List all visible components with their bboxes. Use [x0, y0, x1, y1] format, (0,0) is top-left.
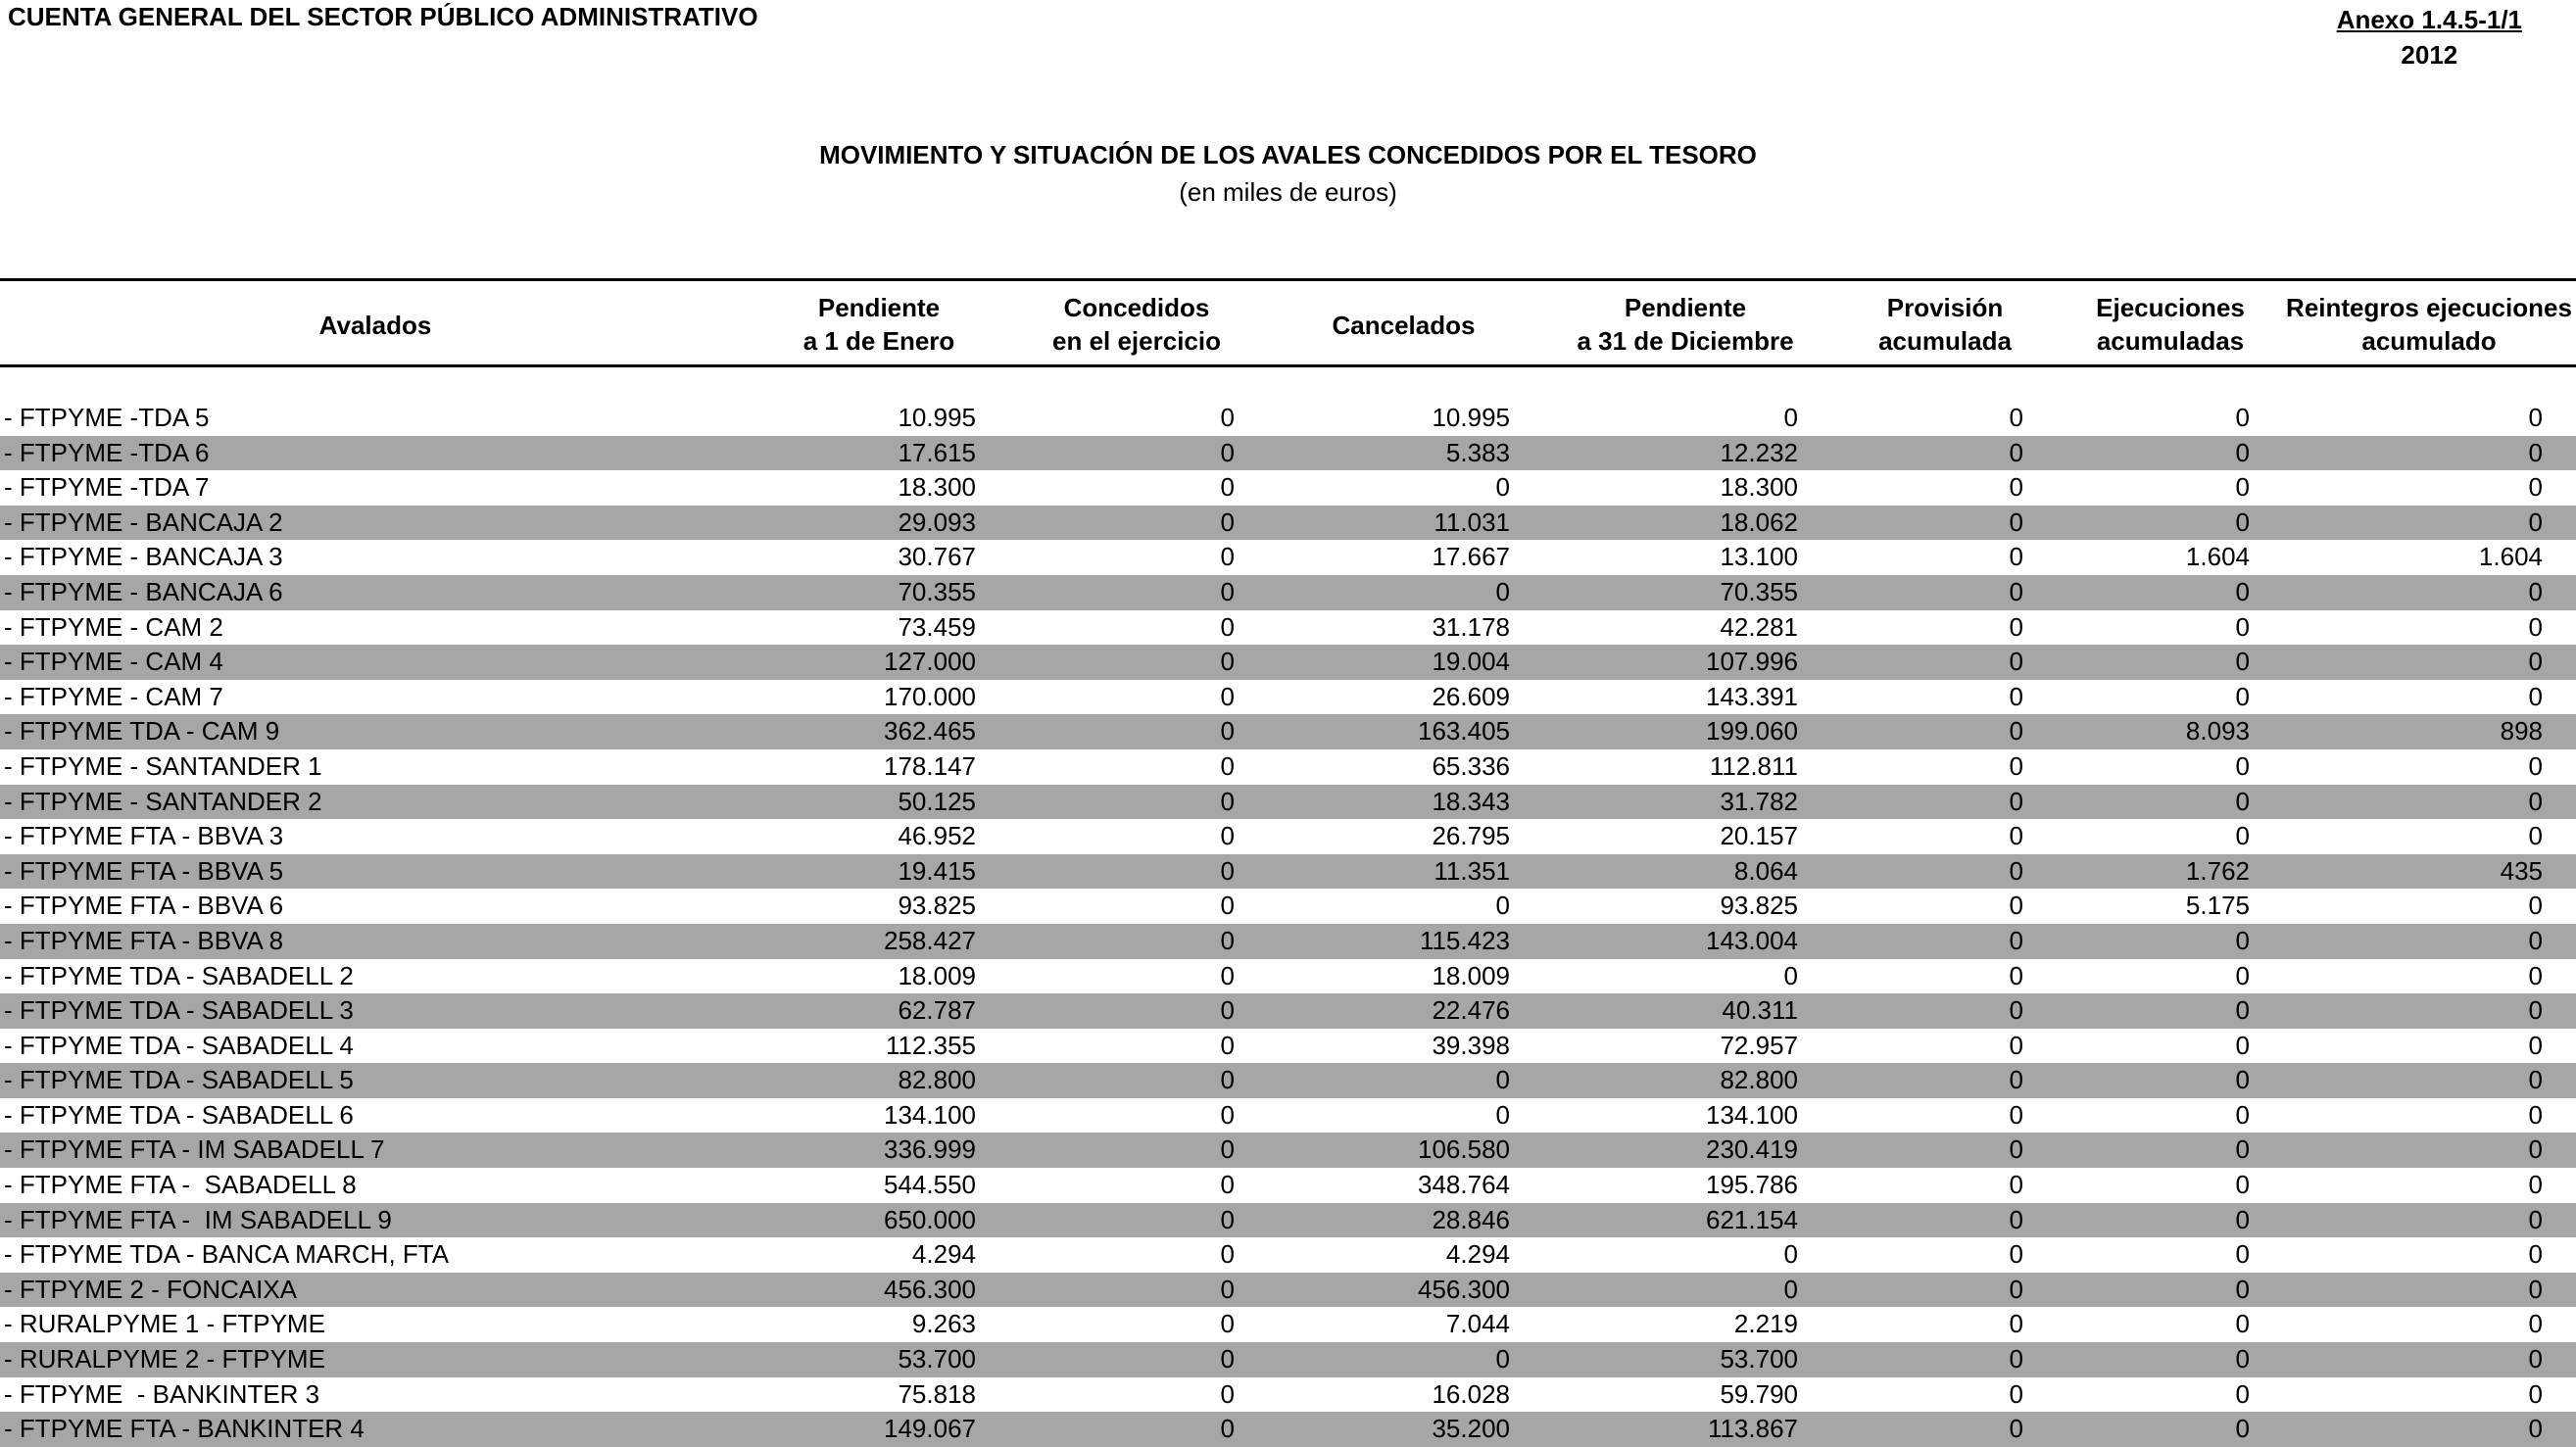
cell-ejecuciones: 0	[2235, 1030, 2250, 1060]
cell-pendiente-diciembre: 18.300	[1720, 472, 1798, 503]
cell-concedidos: 0	[1220, 403, 1235, 432]
cell-ejecuciones: 0	[2235, 1239, 2250, 1270]
table-row	[0, 1342, 2576, 1377]
cell-pendiente-enero: 17.615	[898, 437, 976, 467]
cell-concedidos: 0	[1220, 1065, 1235, 1095]
cell-cancelados: 65.336	[1432, 750, 1510, 781]
cell-provision: 0	[2009, 1134, 2023, 1165]
cell-avalado: - FTPYME TDA - CAM 9	[4, 716, 280, 747]
cell-provision: 0	[2009, 750, 2023, 781]
cell-reintegros: 0	[2528, 437, 2543, 467]
cell-pendiente-enero: 362.465	[884, 716, 976, 747]
cell-reintegros: 0	[2528, 1239, 2543, 1270]
cell-ejecuciones: 1.762	[2185, 855, 2250, 886]
cell-reintegros: 0	[2528, 1030, 2543, 1060]
cell-ejecuciones: 0	[2235, 1204, 2250, 1234]
cell-avalado: - FTPYME - BANCAJA 6	[4, 576, 283, 606]
cell-pendiente-diciembre: 70.355	[1720, 576, 1798, 606]
cell-provision: 0	[2009, 506, 2023, 537]
cell-concedidos: 0	[1220, 786, 1235, 816]
cell-provision: 0	[2009, 1030, 2023, 1060]
cell-pendiente-enero: 258.427	[884, 925, 976, 955]
cell-cancelados: 10.995	[1432, 403, 1510, 432]
table-row	[0, 1237, 2576, 1273]
cell-reintegros: 0	[2528, 1344, 2543, 1375]
cell-pendiente-enero: 127.000	[884, 647, 976, 677]
cell-pendiente-enero: 456.300	[884, 1274, 976, 1304]
cell-pendiente-enero: 30.767	[898, 542, 976, 572]
cell-avalado: - FTPYME TDA - SABADELL 3	[4, 995, 354, 1026]
cell-cancelados: 35.200	[1432, 1414, 1510, 1444]
cell-cancelados: 0	[1495, 1065, 1510, 1095]
cell-pendiente-diciembre: 143.391	[1706, 681, 1798, 711]
org-title: CUENTA GENERAL DEL SECTOR PÚBLICO ADMINISTRATIVO	[8, 2, 758, 31]
table-row	[0, 1133, 2576, 1168]
cell-pendiente-enero: 53.700	[898, 1344, 976, 1375]
cell-concedidos: 0	[1220, 647, 1235, 677]
column-header-provision: Provisión acumulada	[1878, 293, 2012, 356]
cell-pendiente-diciembre: 0	[1783, 403, 1798, 432]
cell-concedidos: 0	[1220, 1134, 1235, 1165]
cell-concedidos: 0	[1220, 716, 1235, 747]
cell-avalado: - FTPYME -TDA 5	[4, 403, 210, 432]
cell-pendiente-enero: 29.093	[898, 506, 976, 537]
cell-concedidos: 0	[1220, 1170, 1235, 1200]
cell-ejecuciones: 0	[2235, 1414, 2250, 1444]
cell-provision: 0	[2009, 1378, 2023, 1409]
cell-cancelados: 26.795	[1432, 821, 1510, 851]
report-year: 2012	[2401, 40, 2458, 70]
cell-provision: 0	[2009, 1414, 2023, 1444]
cell-cancelados: 31.178	[1432, 611, 1510, 642]
cell-concedidos: 0	[1220, 891, 1235, 921]
cell-avalado: - FTPYME - BANCAJA 2	[4, 506, 283, 537]
table-row	[0, 610, 2576, 646]
cell-pendiente-diciembre: 82.800	[1720, 1065, 1798, 1095]
cell-reintegros: 0	[2528, 1134, 2543, 1165]
cell-reintegros: 0	[2528, 681, 2543, 711]
table-row	[0, 470, 2576, 506]
cell-pendiente-diciembre: 621.154	[1706, 1204, 1798, 1234]
cell-cancelados: 26.609	[1432, 681, 1510, 711]
cell-provision: 0	[2009, 716, 2023, 747]
cell-pendiente-diciembre: 112.811	[1709, 750, 1798, 781]
cell-ejecuciones: 0	[2235, 403, 2250, 432]
cell-concedidos: 0	[1220, 855, 1235, 886]
cell-cancelados: 348.764	[1418, 1170, 1510, 1200]
cell-avalado: - FTPYME TDA - SABADELL 2	[4, 960, 354, 990]
cell-avalado: - FTPYME FTA - BBVA 5	[4, 855, 284, 886]
cell-pendiente-diciembre: 134.100	[1706, 1099, 1798, 1130]
cell-provision: 0	[2009, 960, 2023, 990]
cell-provision: 0	[2009, 647, 2023, 677]
column-header-pendiente-enero: Pendiente a 1 de Enero	[802, 293, 955, 356]
cell-pendiente-diciembre: 12.232	[1720, 437, 1798, 467]
cell-provision: 0	[2009, 681, 2023, 711]
cell-ejecuciones: 5.175	[2185, 891, 2250, 921]
cell-cancelados: 18.009	[1432, 960, 1510, 990]
cell-ejecuciones: 0	[2235, 611, 2250, 642]
cell-provision: 0	[2009, 995, 2023, 1026]
cell-ejecuciones: 0	[2235, 1065, 2250, 1095]
cell-pendiente-enero: 82.800	[898, 1065, 976, 1095]
cell-avalado: - FTPYME TDA - SABADELL 6	[4, 1099, 354, 1130]
cell-ejecuciones: 0	[2235, 1170, 2250, 1200]
cell-cancelados: 17.667	[1432, 542, 1510, 572]
cell-ejecuciones: 0	[2235, 1274, 2250, 1304]
table-row	[0, 924, 2576, 959]
cell-concedidos: 0	[1220, 1414, 1235, 1444]
cell-pendiente-diciembre: 195.786	[1706, 1170, 1798, 1200]
table-row	[0, 1377, 2576, 1413]
cell-pendiente-enero: 544.550	[884, 1170, 976, 1200]
cell-reintegros: 0	[2528, 1170, 2543, 1200]
cell-concedidos: 0	[1220, 681, 1235, 711]
cell-ejecuciones: 0	[2235, 437, 2250, 467]
cell-reintegros: 0	[2528, 1274, 2543, 1304]
cell-pendiente-diciembre: 0	[1783, 1239, 1798, 1270]
cell-concedidos: 0	[1220, 1344, 1235, 1375]
cell-reintegros: 0	[2528, 1065, 2543, 1095]
table-row	[0, 1273, 2576, 1308]
table-row	[0, 1307, 2576, 1342]
table-row	[0, 714, 2576, 749]
table-row	[0, 1029, 2576, 1064]
cell-pendiente-enero: 18.300	[898, 472, 976, 503]
table-row	[0, 1168, 2576, 1203]
cell-concedidos: 0	[1220, 995, 1235, 1026]
table-row	[0, 1412, 2576, 1447]
cell-ejecuciones: 0	[2235, 681, 2250, 711]
column-header-ejecuciones: Ejecuciones acumuladas	[2096, 293, 2245, 356]
cell-cancelados: 0	[1495, 1344, 1510, 1375]
cell-pendiente-enero: 70.355	[898, 576, 976, 606]
cell-ejecuciones: 0	[2235, 1309, 2250, 1339]
cell-avalado: - FTPYME 2 - FONCAIXA	[4, 1274, 298, 1304]
cell-ejecuciones: 0	[2235, 506, 2250, 537]
cell-ejecuciones: 0	[2235, 1134, 2250, 1165]
cell-reintegros: 0	[2528, 925, 2543, 955]
cell-provision: 0	[2009, 1204, 2023, 1234]
cell-pendiente-enero: 19.415	[898, 855, 976, 886]
cell-reintegros: 0	[2528, 576, 2543, 606]
cell-avalado: - FTPYME FTA - BBVA 3	[4, 821, 284, 851]
cell-pendiente-enero: 50.125	[898, 786, 976, 816]
cell-reintegros: 0	[2528, 647, 2543, 677]
cell-ejecuciones: 0	[2235, 647, 2250, 677]
cell-pendiente-enero: 10.995	[898, 403, 976, 432]
cell-provision: 0	[2009, 1065, 2023, 1095]
cell-reintegros: 435	[2500, 855, 2543, 886]
cell-reintegros: 0	[2528, 1204, 2543, 1234]
cell-cancelados: 11.351	[1434, 855, 1510, 886]
cell-avalado: - RURALPYME 2 - FTPYME	[4, 1344, 325, 1375]
cell-provision: 0	[2009, 542, 2023, 572]
annex-reference: Anexo 1.4.5-1/1	[2336, 5, 2522, 34]
column-header-cancelados: Cancelados	[1332, 311, 1476, 340]
cell-provision: 0	[2009, 855, 2023, 886]
cell-provision: 0	[2009, 611, 2023, 642]
cell-avalado: - FTPYME FTA - BANKINTER 4	[4, 1414, 365, 1444]
table-row	[0, 1098, 2576, 1133]
cell-ejecuciones: 0	[2235, 576, 2250, 606]
cell-concedidos: 0	[1220, 1309, 1235, 1339]
cell-avalado: - FTPYME -TDA 7	[4, 472, 210, 503]
cell-cancelados: 0	[1495, 576, 1510, 606]
cell-pendiente-enero: 46.952	[898, 821, 976, 851]
cell-concedidos: 0	[1220, 472, 1235, 503]
cell-concedidos: 0	[1220, 1274, 1235, 1304]
cell-reintegros: 0	[2528, 472, 2543, 503]
cell-concedidos: 0	[1220, 1030, 1235, 1060]
cell-provision: 0	[2009, 1170, 2023, 1200]
cell-cancelados: 18.343	[1432, 786, 1510, 816]
cell-concedidos: 0	[1220, 925, 1235, 955]
cell-pendiente-enero: 75.818	[898, 1378, 976, 1409]
cell-pendiente-diciembre: 72.957	[1720, 1030, 1798, 1060]
cell-avalado: - FTPYME FTA - BBVA 8	[4, 925, 284, 955]
cell-reintegros: 898	[2500, 716, 2543, 747]
cell-provision: 0	[2009, 1274, 2023, 1304]
table-row	[0, 436, 2576, 471]
table-row	[0, 959, 2576, 994]
cell-avalado: - FTPYME TDA - BANCA MARCH, FTA	[4, 1239, 450, 1270]
annex-block	[2337, 2, 2522, 72]
cell-cancelados: 106.580	[1418, 1134, 1510, 1165]
cell-pendiente-diciembre: 53.700	[1720, 1344, 1798, 1375]
cell-ejecuciones: 0	[2235, 750, 2250, 781]
cell-cancelados: 19.004	[1432, 647, 1510, 677]
cell-avalado: - FTPYME -TDA 6	[4, 437, 210, 467]
cell-cancelados: 456.300	[1418, 1274, 1510, 1304]
table-header	[0, 278, 2576, 367]
cell-ejecuciones: 0	[2235, 995, 2250, 1026]
cell-concedidos: 0	[1220, 1099, 1235, 1130]
cell-concedidos: 0	[1220, 1378, 1235, 1409]
cell-cancelados: 163.405	[1418, 716, 1510, 747]
cell-concedidos: 0	[1220, 750, 1235, 781]
cell-pendiente-diciembre: 0	[1783, 1274, 1798, 1304]
cell-ejecuciones: 0	[2235, 960, 2250, 990]
cell-provision: 0	[2009, 1099, 2023, 1130]
cell-ejecuciones: 1.604	[2185, 542, 2250, 572]
cell-reintegros: 0	[2528, 891, 2543, 921]
cell-cancelados: 0	[1495, 472, 1510, 503]
table-row	[0, 785, 2576, 820]
cell-avalado: - FTPYME - BANKINTER 3	[4, 1378, 320, 1409]
cell-provision: 0	[2009, 1309, 2023, 1339]
cell-pendiente-enero: 149.067	[884, 1414, 976, 1444]
cell-pendiente-diciembre: 42.281	[1720, 611, 1798, 642]
cell-pendiente-enero: 134.100	[884, 1099, 976, 1130]
cell-pendiente-enero: 112.355	[885, 1030, 976, 1060]
cell-reintegros: 0	[2528, 506, 2543, 537]
cell-ejecuciones: 0	[2235, 1099, 2250, 1130]
report-subtitle: (en miles de euros)	[1179, 177, 1397, 207]
cell-pendiente-diciembre: 8.064	[1733, 855, 1798, 886]
cell-cancelados: 5.383	[1445, 437, 1510, 467]
table-row	[0, 506, 2576, 541]
cell-concedidos: 0	[1220, 1239, 1235, 1270]
cell-cancelados: 11.031	[1434, 506, 1510, 537]
cell-provision: 0	[2009, 821, 2023, 851]
cell-pendiente-diciembre: 31.782	[1720, 786, 1798, 816]
table-row	[0, 1063, 2576, 1098]
cell-pendiente-enero: 650.000	[884, 1204, 976, 1234]
column-header-pendiente-diciembre: Pendiente a 31 de Diciembre	[1577, 293, 1794, 356]
cell-concedidos: 0	[1220, 960, 1235, 990]
cell-pendiente-diciembre: 0	[1783, 960, 1798, 990]
cell-reintegros: 0	[2528, 1378, 2543, 1409]
cell-pendiente-diciembre: 107.996	[1706, 647, 1798, 677]
cell-concedidos: 0	[1220, 611, 1235, 642]
cell-cancelados: 0	[1495, 891, 1510, 921]
cell-cancelados: 7.044	[1445, 1309, 1510, 1339]
table-row	[0, 540, 2576, 575]
cell-avalado: - FTPYME FTA - SABADELL 8	[4, 1170, 357, 1200]
cell-avalado: - FTPYME TDA - SABADELL 5	[4, 1065, 354, 1095]
cell-provision: 0	[2009, 786, 2023, 816]
cell-avalado: - FTPYME - BANCAJA 3	[4, 542, 283, 572]
cell-concedidos: 0	[1220, 576, 1235, 606]
cell-pendiente-diciembre: 40.311	[1722, 995, 1798, 1026]
cell-concedidos: 0	[1220, 437, 1235, 467]
cell-pendiente-diciembre: 93.825	[1720, 891, 1798, 921]
cell-reintegros: 0	[2528, 1309, 2543, 1339]
cell-pendiente-enero: 73.459	[898, 611, 976, 642]
report-title: MOVIMIENTO Y SITUACIÓN DE LOS AVALES CONCEDIDOS POR EL TESORO	[819, 140, 1757, 169]
cell-concedidos: 0	[1220, 821, 1235, 851]
cell-avalado: - FTPYME TDA - SABADELL 4	[4, 1030, 354, 1060]
cell-cancelados: 115.423	[1419, 925, 1510, 955]
cell-pendiente-enero: 4.294	[911, 1239, 976, 1270]
cell-reintegros: 0	[2528, 821, 2543, 851]
cell-pendiente-enero: 170.000	[884, 681, 976, 711]
table-row	[0, 819, 2576, 854]
cell-pendiente-diciembre: 2.219	[1733, 1309, 1798, 1339]
table-row	[0, 1203, 2576, 1238]
table-row	[0, 749, 2576, 785]
cell-ejecuciones: 0	[2235, 472, 2250, 503]
cell-cancelados: 39.398	[1432, 1030, 1510, 1060]
cell-provision: 0	[2009, 925, 2023, 955]
cell-pendiente-enero: 18.009	[898, 960, 976, 990]
cell-avalado: - FTPYME - CAM 2	[4, 611, 223, 642]
cell-pendiente-diciembre: 18.062	[1720, 506, 1798, 537]
cell-avalado: - FTPYME FTA - IM SABADELL 9	[4, 1204, 392, 1234]
cell-cancelados: 4.294	[1445, 1239, 1510, 1270]
table-row	[0, 993, 2576, 1029]
cell-ejecuciones: 0	[2235, 1378, 2250, 1409]
cell-avalado: - FTPYME - SANTANDER 1	[4, 750, 322, 781]
cell-provision: 0	[2009, 576, 2023, 606]
cell-cancelados: 0	[1495, 1099, 1510, 1130]
cell-provision: 0	[2009, 403, 2023, 432]
cell-ejecuciones: 0	[2235, 786, 2250, 816]
column-header-concedidos: Concedidos en el ejercicio	[1052, 293, 1221, 356]
cell-provision: 0	[2009, 437, 2023, 467]
cell-cancelados: 28.846	[1432, 1204, 1510, 1234]
cell-reintegros: 0	[2528, 1414, 2543, 1444]
cell-ejecuciones: 0	[2235, 821, 2250, 851]
cell-avalado: - FTPYME - CAM 4	[4, 647, 223, 677]
cell-provision: 0	[2009, 472, 2023, 503]
cell-concedidos: 0	[1220, 542, 1235, 572]
cell-reintegros: 0	[2528, 995, 2543, 1026]
cell-ejecuciones: 0	[2235, 1344, 2250, 1375]
cell-reintegros: 1.604	[2478, 542, 2543, 572]
table-row	[0, 680, 2576, 715]
cell-reintegros: 0	[2528, 1099, 2543, 1130]
cell-avalado: - FTPYME FTA - IM SABADELL 7	[4, 1134, 385, 1165]
cell-avalado: - FTPYME FTA - BBVA 6	[4, 891, 284, 921]
cell-provision: 0	[2009, 891, 2023, 921]
cell-pendiente-enero: 336.999	[884, 1134, 976, 1165]
cell-ejecuciones: 8.093	[2185, 716, 2250, 747]
cell-avalado: - FTPYME - CAM 7	[4, 681, 223, 711]
column-header-avalados: Avalados	[318, 311, 432, 340]
cell-pendiente-enero: 62.787	[898, 995, 976, 1026]
cell-pendiente-enero: 9.263	[911, 1309, 976, 1339]
cell-reintegros: 0	[2528, 403, 2543, 432]
table-row	[0, 575, 2576, 610]
cell-pendiente-diciembre: 143.004	[1706, 925, 1798, 955]
column-header-reintegros: Reintegros ejecuciones acumulado	[2286, 293, 2572, 356]
cell-reintegros: 0	[2528, 611, 2543, 642]
cell-concedidos: 0	[1220, 506, 1235, 537]
cell-cancelados: 22.476	[1432, 995, 1510, 1026]
cell-reintegros: 0	[2528, 786, 2543, 816]
cell-pendiente-diciembre: 20.157	[1720, 821, 1798, 851]
cell-pendiente-diciembre: 59.790	[1720, 1378, 1798, 1409]
cell-ejecuciones: 0	[2235, 925, 2250, 955]
cell-provision: 0	[2009, 1344, 2023, 1375]
cell-reintegros: 0	[2528, 960, 2543, 990]
cell-cancelados: 16.028	[1432, 1378, 1510, 1409]
table-row	[0, 401, 2576, 436]
cell-provision: 0	[2009, 1239, 2023, 1270]
cell-pendiente-diciembre: 199.060	[1706, 716, 1798, 747]
cell-reintegros: 0	[2528, 750, 2543, 781]
cell-pendiente-diciembre: 230.419	[1706, 1134, 1798, 1165]
table-row	[0, 854, 2576, 890]
cell-concedidos: 0	[1220, 1204, 1235, 1234]
cell-pendiente-enero: 178.147	[884, 750, 976, 781]
cell-pendiente-diciembre: 13.100	[1720, 542, 1798, 572]
cell-avalado: - RURALPYME 1 - FTPYME	[4, 1309, 325, 1339]
table-row	[0, 889, 2576, 924]
cell-pendiente-diciembre: 113.867	[1707, 1414, 1798, 1444]
table-row	[0, 645, 2576, 680]
cell-pendiente-enero: 93.825	[898, 891, 976, 921]
cell-avalado: - FTPYME - SANTANDER 2	[4, 786, 322, 816]
table-body	[0, 401, 2576, 1447]
